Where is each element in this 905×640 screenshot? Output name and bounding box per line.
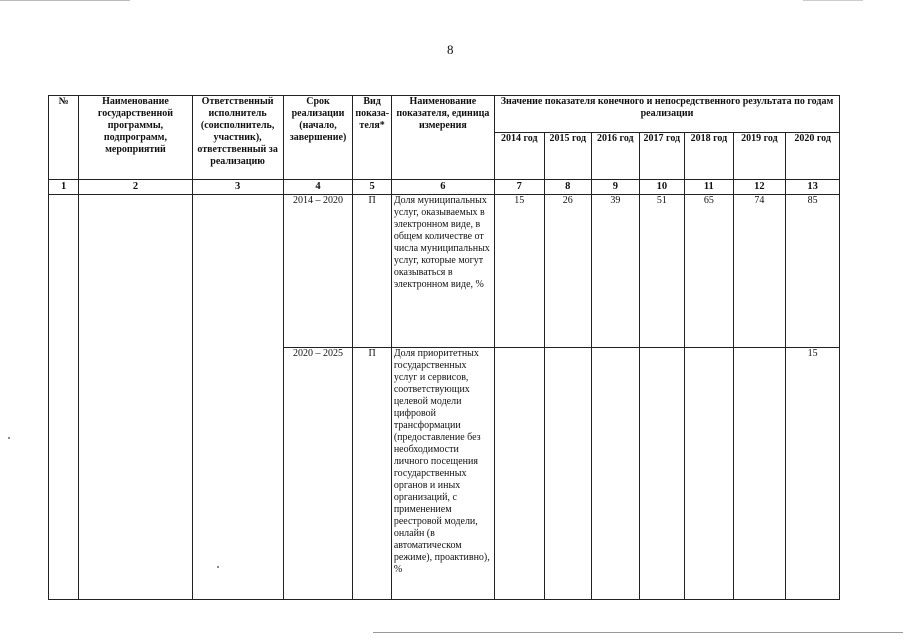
header-year: 2014 год xyxy=(494,133,544,180)
cell-no-empty xyxy=(49,195,79,600)
column-number: 11 xyxy=(685,180,734,195)
column-number: 6 xyxy=(391,180,494,195)
cell-indicator-name: Доля муниципальных услуг, оказываемых в электронном виде, в общем количестве от числа муниципальных услуг, которые могут оказываться в электронном виде, % xyxy=(391,195,494,348)
header-period: Срок реализации (начало, завершение) xyxy=(283,96,353,180)
cell-period: 2020 – 2025 xyxy=(283,348,353,600)
header-executor: Ответственный исполнитель (соисполнитель, участник), ответственный за реализацию xyxy=(192,96,283,180)
scan-edge-line xyxy=(803,0,863,1)
header-row xyxy=(49,96,840,133)
scan-edge-line xyxy=(373,632,903,633)
column-number: 10 xyxy=(639,180,685,195)
column-number: 5 xyxy=(353,180,391,195)
column-number: 8 xyxy=(544,180,592,195)
column-number: 9 xyxy=(592,180,640,195)
cell-value: 51 xyxy=(639,195,685,348)
cell-indicator-type: П xyxy=(353,195,391,348)
cell-indicator-name: Доля приоритетных государственных услуг и сервисов, соответствующих целевой модели цифровой трансформации (предоставление без необходимости личного посещения государственных органов и иных организаций, с применением реестровой модели, онлайн (в автоматическом режиме), проактивно), % xyxy=(391,348,494,600)
column-number: 4 xyxy=(283,180,353,195)
column-number: 12 xyxy=(733,180,786,195)
cell-value: 15 xyxy=(786,348,840,600)
cell-value xyxy=(494,348,544,600)
cell-value xyxy=(639,348,685,600)
cell-value: 26 xyxy=(544,195,592,348)
header-no: № xyxy=(49,96,79,180)
indicators-table xyxy=(48,95,840,600)
cell-value: 39 xyxy=(592,195,640,348)
column-numbers-row xyxy=(49,180,840,195)
header-indicator-type: Вид показа-теля* xyxy=(353,96,391,180)
table-row xyxy=(49,195,840,348)
column-number: 7 xyxy=(494,180,544,195)
cell-value xyxy=(544,348,592,600)
cell-value xyxy=(592,348,640,600)
cell-value: 85 xyxy=(786,195,840,348)
header-year: 2016 год xyxy=(592,133,640,180)
header-year: 2018 год xyxy=(685,133,734,180)
cell-indicator-type: П xyxy=(353,348,391,600)
header-year: 2020 год xyxy=(786,133,840,180)
header-values-group: Значение показателя конечного и непосредственного результата по годам реализации xyxy=(494,96,839,133)
page-number: 8 xyxy=(447,42,454,57)
cell-executor-empty xyxy=(192,195,283,600)
cell-value: 74 xyxy=(733,195,786,348)
cell-value: 65 xyxy=(685,195,734,348)
column-number: 13 xyxy=(786,180,840,195)
header-program: Наименование государственной программы, подпрограмм, мероприятий xyxy=(79,96,192,180)
column-number: 3 xyxy=(192,180,283,195)
cell-value xyxy=(685,348,734,600)
header-year: 2019 год xyxy=(733,133,786,180)
header-year: 2015 год xyxy=(544,133,592,180)
header-year: 2017 год xyxy=(639,133,685,180)
column-number: 1 xyxy=(49,180,79,195)
cell-value: 15 xyxy=(494,195,544,348)
cell-period: 2014 – 2020 xyxy=(283,195,353,348)
scan-edge-line xyxy=(0,0,130,1)
column-number: 2 xyxy=(79,180,192,195)
cell-value xyxy=(733,348,786,600)
header-indicator-name: Наименование показателя, единица измерения xyxy=(391,96,494,180)
cell-program-empty xyxy=(79,195,192,600)
scan-speck xyxy=(8,437,10,439)
